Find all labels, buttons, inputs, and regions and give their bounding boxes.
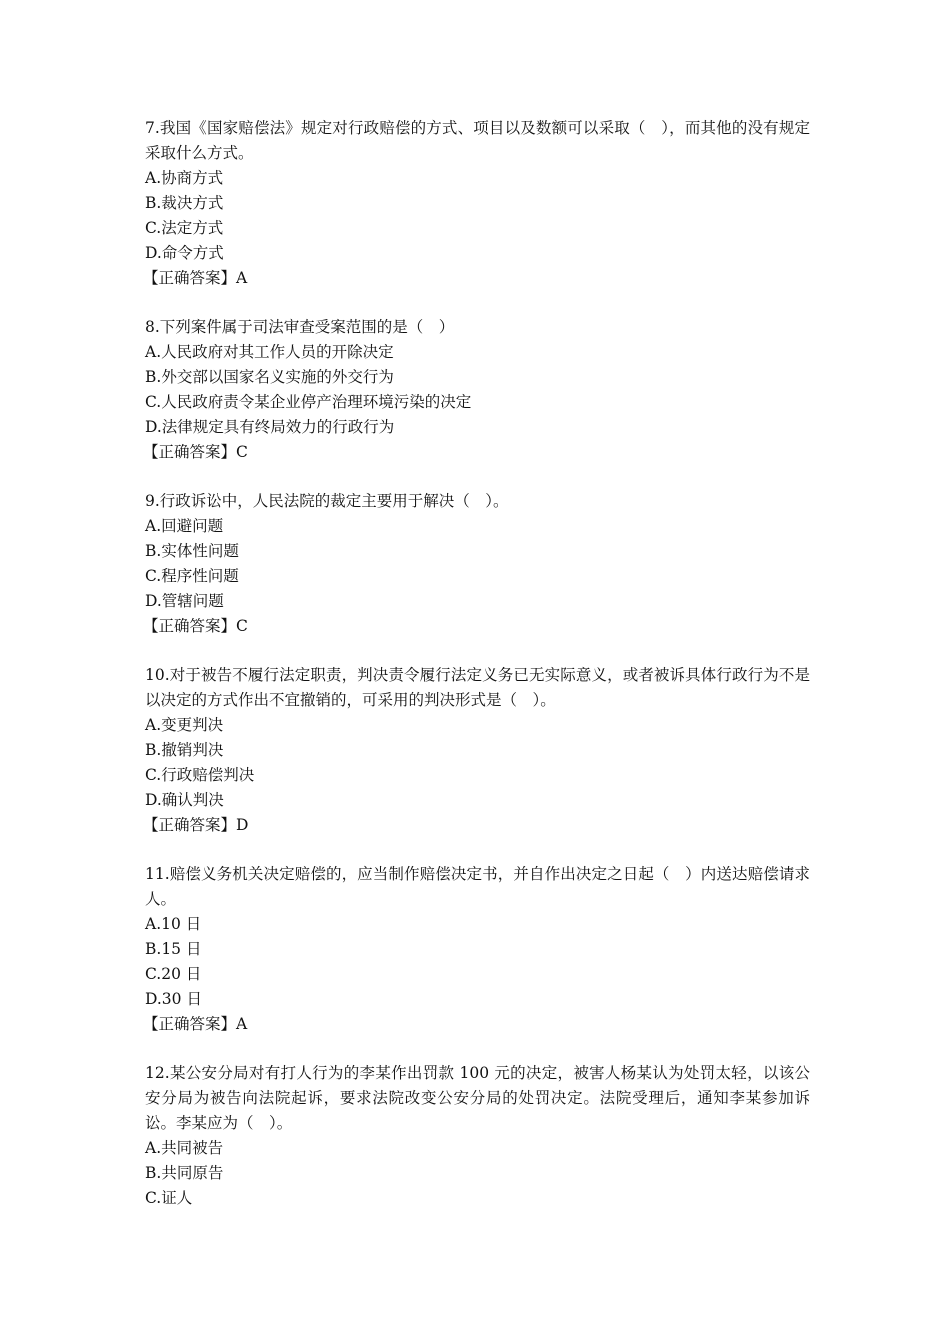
option-a: A.共同被告 bbox=[145, 1139, 224, 1157]
option-b: B.外交部以国家名义实施的外交行为 bbox=[145, 368, 394, 386]
option-c: C.证人 bbox=[145, 1189, 193, 1207]
question-11 bbox=[145, 862, 810, 1037]
option-b: B.裁决方式 bbox=[145, 194, 224, 212]
option-d: D.30 日 bbox=[145, 990, 202, 1008]
option-c: C.人民政府责令某企业停产治理环境污染的决定 bbox=[145, 393, 472, 411]
correct-answer: 【正确答案】A bbox=[143, 1015, 248, 1033]
question-7 bbox=[145, 116, 810, 291]
question-12 bbox=[145, 1061, 810, 1211]
question-9 bbox=[145, 489, 810, 639]
option-a: A.变更判决 bbox=[145, 716, 224, 734]
question-stem: 7.我国《国家赔偿法》规定对行政赔偿的方式、项目以及数额可以采取（ ），而其他的没有规定采取什么方式。 bbox=[145, 119, 810, 162]
correct-answer: 【正确答案】C bbox=[143, 443, 248, 461]
correct-answer: 【正确答案】D bbox=[143, 816, 249, 834]
option-d: D.法律规定具有终局效力的行政行为 bbox=[145, 418, 395, 436]
option-a: A.回避问题 bbox=[145, 517, 224, 535]
correct-answer: 【正确答案】A bbox=[143, 269, 248, 287]
option-b: B.撤销判决 bbox=[145, 741, 224, 759]
option-a: A.人民政府对其工作人员的开除决定 bbox=[145, 343, 394, 361]
option-b: B.共同原告 bbox=[145, 1164, 224, 1182]
question-8 bbox=[145, 315, 810, 465]
option-c: C.程序性问题 bbox=[145, 567, 239, 585]
question-stem: 9.行政诉讼中，人民法院的裁定主要用于解决（ ）。 bbox=[145, 492, 509, 510]
option-d: D.确认判决 bbox=[145, 791, 224, 809]
option-c: C.行政赔偿判决 bbox=[145, 766, 255, 784]
question-stem: 11.赔偿义务机关决定赔偿的，应当制作赔偿决定书，并自作出决定之日起（ ）内送达赔偿请求人。 bbox=[145, 865, 810, 908]
correct-answer: 【正确答案】C bbox=[143, 617, 248, 635]
question-stem: 8.下列案件属于司法审查受案范围的是（ ） bbox=[145, 318, 455, 336]
question-stem: 10.对于被告不履行法定职责，判决责令履行法定义务已无实际意义，或者被诉具体行政行为不是以决定的方式作出不宜撤销的，可采用的判决形式是（ ）。 bbox=[145, 666, 810, 709]
option-d: D.管辖问题 bbox=[145, 592, 224, 610]
option-a: A.10 日 bbox=[145, 915, 202, 933]
option-c: C.法定方式 bbox=[145, 219, 224, 237]
question-10 bbox=[145, 663, 810, 838]
option-b: B.15 日 bbox=[145, 940, 202, 958]
option-b: B.实体性问题 bbox=[145, 542, 239, 560]
option-c: C.20 日 bbox=[145, 965, 202, 983]
option-a: A.协商方式 bbox=[145, 169, 224, 187]
option-d: D.命令方式 bbox=[145, 244, 224, 262]
question-stem: 12.某公安分局对有打人行为的李某作出罚款 100 元的决定，被害人杨某认为处罚太轻，以该公安分局为被告向法院起诉，要求法院改变公安分局的处罚决定。法院受理后，通知李某参加诉讼。李某应为（ ）。 bbox=[145, 1064, 810, 1132]
document-page bbox=[145, 116, 810, 1235]
